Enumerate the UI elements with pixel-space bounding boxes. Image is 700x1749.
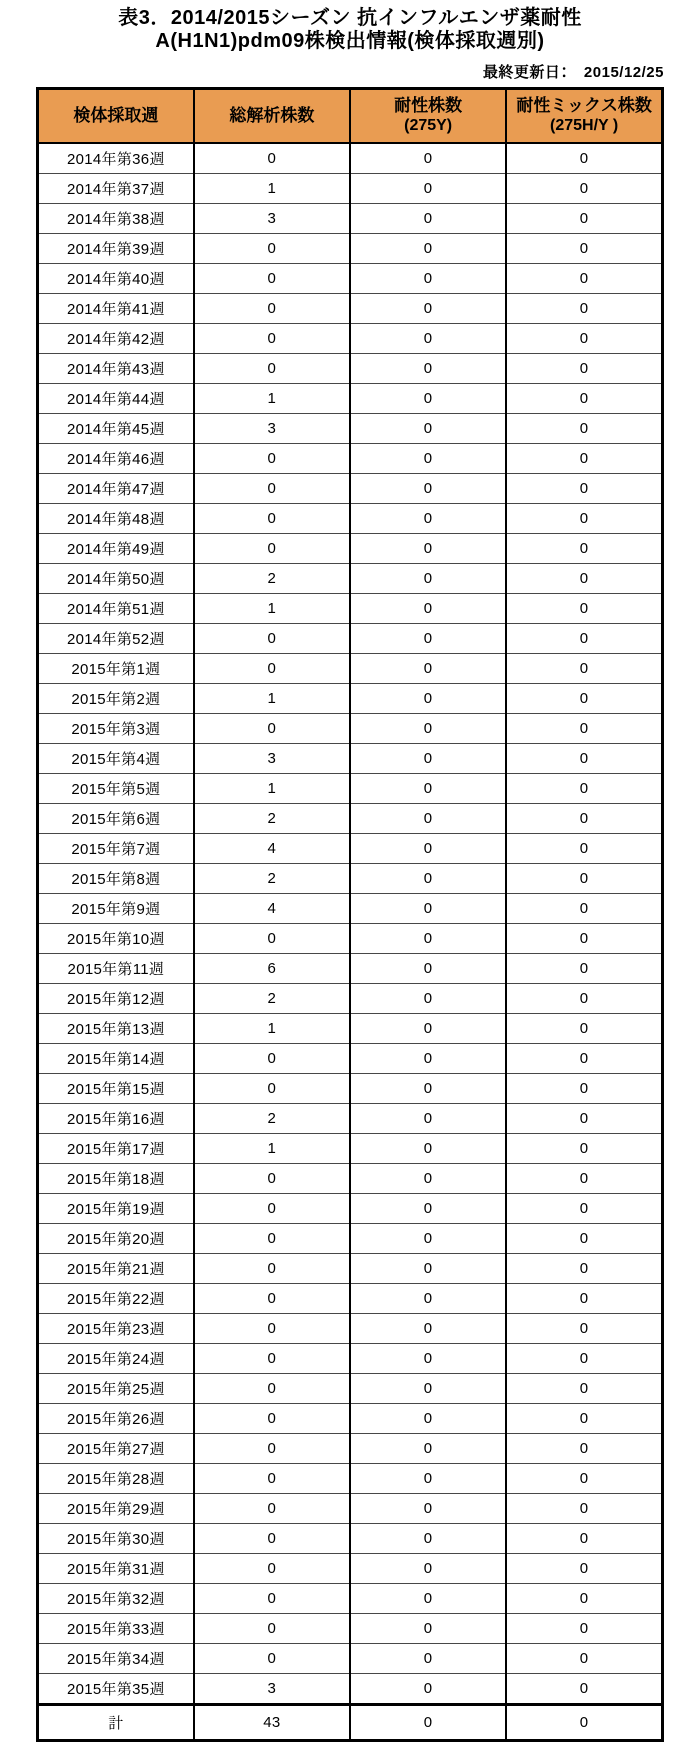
table-row [38,1464,663,1494]
resistant-mix-cell: 0 [506,354,662,384]
resistant-mix-cell: 0 [506,1554,662,1584]
week-cell: 2015年第15週 [38,1074,194,1104]
table-row [38,1224,663,1254]
resistant-mix-cell: 0 [506,234,662,264]
total-strains-cell: 0 [194,1164,350,1194]
resistant-mix-cell: 0 [506,444,662,474]
resistant-mix-cell: 0 [506,1644,662,1674]
resistant-mix-cell: 0 [506,1374,662,1404]
resistant-mix-cell: 0 [506,1224,662,1254]
total-strains-cell: 0 [194,1464,350,1494]
table-row [38,1104,663,1134]
table-row [38,1584,663,1614]
resistant-strains-cell: 0 [350,1374,506,1404]
total-strains-cell: 1 [194,774,350,804]
resistant-strains-cell: 0 [350,1494,506,1524]
resistant-strains-cell: 0 [350,1074,506,1104]
week-cell: 2015年第20週 [38,1224,194,1254]
table-row [38,1494,663,1524]
table-row [38,1314,663,1344]
table-row [38,774,663,804]
table-row [38,384,663,414]
total-strains-cell: 0 [194,143,350,174]
column-header-sub: (275H/Y ) [550,117,619,134]
table-row [38,744,663,774]
week-cell: 2015年第13週 [38,1014,194,1044]
resistant-mix-cell: 0 [506,534,662,564]
week-cell: 2015年第32週 [38,1584,194,1614]
table-row [38,894,663,924]
table-row [38,1344,663,1374]
total-strains-cell: 2 [194,564,350,594]
table-row [38,264,663,294]
column-header-resistant-mix [506,89,662,144]
resistant-mix-cell: 0 [506,1254,662,1284]
resistant-strains-cell: 0 [350,1674,506,1705]
total-strains-cell: 0 [194,1344,350,1374]
total-strains-cell: 0 [194,1044,350,1074]
resistant-strains-cell: 0 [350,774,506,804]
resistant-mix-cell: 0 [506,504,662,534]
resistant-strains-cell: 0 [350,1194,506,1224]
table-row [38,1074,663,1104]
total-strains-cell: 2 [194,864,350,894]
resistant-mix-cell: 0 [506,984,662,1014]
week-cell: 2014年第45週 [38,414,194,444]
table-row [38,564,663,594]
resistant-mix-cell: 0 [506,1044,662,1074]
total-strains-cell: 0 [194,1224,350,1254]
resistant-mix-cell: 0 [506,1524,662,1554]
title-line-1: 表3．2014/2015シーズン 抗インフルエンザ薬耐性 [118,7,582,29]
week-cell: 2015年第16週 [38,1104,194,1134]
total-strains-cell: 43 [194,1705,350,1741]
week-cell: 2015年第28週 [38,1464,194,1494]
total-strains-cell: 0 [194,1584,350,1614]
resistant-strains-cell: 0 [350,714,506,744]
resistant-mix-cell: 0 [506,264,662,294]
resistant-mix-cell: 0 [506,594,662,624]
table-row [38,954,663,984]
resistant-strains-cell: 0 [350,234,506,264]
table-row [38,504,663,534]
week-cell: 2014年第46週 [38,444,194,474]
resistant-mix-cell: 0 [506,834,662,864]
resistant-mix-cell: 0 [506,1134,662,1164]
table-body [38,143,663,1741]
table-row [38,1614,663,1644]
week-cell: 2015年第22週 [38,1284,194,1314]
resistant-mix-cell: 0 [506,684,662,714]
total-strains-cell: 0 [194,294,350,324]
resistant-strains-cell: 0 [350,624,506,654]
total-strains-cell: 0 [194,1404,350,1434]
table-row [38,1644,663,1674]
resistant-strains-cell: 0 [350,143,506,174]
resistant-strains-cell: 0 [350,834,506,864]
resistant-strains-cell: 0 [350,444,506,474]
total-strains-cell: 2 [194,1104,350,1134]
week-cell: 2014年第38週 [38,204,194,234]
column-header-resistant-strains [350,89,506,144]
week-cell: 2014年第49週 [38,534,194,564]
week-cell: 2015年第35週 [38,1674,194,1705]
table-row [38,1254,663,1284]
resistant-mix-cell: 0 [506,474,662,504]
total-strains-cell: 0 [194,264,350,294]
total-strains-cell: 0 [194,444,350,474]
total-strains-cell: 3 [194,414,350,444]
table-row [38,143,663,174]
resistant-strains-cell: 0 [350,594,506,624]
week-cell: 2015年第9週 [38,894,194,924]
title-line-2: A(H1N1)pdm09株検出情報(検体採取週別) [155,30,545,52]
week-cell: 2015年第3週 [38,714,194,744]
total-strains-cell: 0 [194,654,350,684]
week-cell: 2015年第34週 [38,1644,194,1674]
resistant-strains-cell: 0 [350,1314,506,1344]
last-updated-label: 最終更新日： 2015/12/25 [482,64,664,81]
resistant-mix-cell: 0 [506,894,662,924]
week-cell: 2015年第19週 [38,1194,194,1224]
resistant-mix-cell: 0 [506,1314,662,1344]
week-cell: 2015年第18週 [38,1164,194,1194]
table-row [38,1554,663,1584]
resistant-strains-cell: 0 [350,534,506,564]
resistant-strains-cell: 0 [350,474,506,504]
week-cell: 2015年第12週 [38,984,194,1014]
resistance-table [36,87,664,1742]
resistant-strains-cell: 0 [350,684,506,714]
total-strains-cell: 4 [194,834,350,864]
resistant-strains-cell: 0 [350,864,506,894]
resistant-mix-cell: 0 [506,1705,662,1741]
total-strains-cell: 3 [194,744,350,774]
week-cell: 2015年第4週 [38,744,194,774]
total-strains-cell: 0 [194,354,350,384]
table-row [38,414,663,444]
resistant-mix-cell: 0 [506,294,662,324]
resistant-strains-cell: 0 [350,504,506,534]
total-strains-cell: 0 [194,624,350,654]
total-strains-cell: 1 [194,684,350,714]
total-strains-cell: 0 [194,1254,350,1284]
total-strains-cell: 6 [194,954,350,984]
resistant-mix-cell: 0 [506,714,662,744]
resistant-strains-cell: 0 [350,414,506,444]
week-cell: 2015年第17週 [38,1134,194,1164]
total-strains-cell: 0 [194,234,350,264]
resistant-strains-cell: 0 [350,354,506,384]
resistant-mix-cell: 0 [506,384,662,414]
total-strains-cell: 0 [194,1074,350,1104]
total-strains-cell: 2 [194,804,350,834]
table-row [38,444,663,474]
week-cell: 2014年第47週 [38,474,194,504]
resistant-mix-cell: 0 [506,1104,662,1134]
table-row [38,834,663,864]
column-header-label: 耐性株数 [394,96,463,115]
table-row [38,354,663,384]
table-row [38,1284,663,1314]
week-cell: 2015年第5週 [38,774,194,804]
resistant-mix-cell: 0 [506,143,662,174]
resistant-mix-cell: 0 [506,624,662,654]
table-row [38,684,663,714]
resistant-strains-cell: 0 [350,174,506,204]
table-row [38,1194,663,1224]
table-row [38,324,663,354]
week-cell: 計 [38,1705,194,1741]
resistant-mix-cell: 0 [506,924,662,954]
total-strains-cell: 0 [194,1494,350,1524]
total-strains-cell: 0 [194,1554,350,1584]
table-row [38,1674,663,1705]
table-row [38,1164,663,1194]
resistant-mix-cell: 0 [506,174,662,204]
page-title [0,0,700,53]
total-strains-cell: 3 [194,204,350,234]
total-strains-cell: 0 [194,1284,350,1314]
week-cell: 2014年第42週 [38,324,194,354]
resistant-mix-cell: 0 [506,1014,662,1044]
resistant-strains-cell: 0 [350,1554,506,1584]
table-row [38,534,663,564]
week-cell: 2014年第36週 [38,143,194,174]
resistant-mix-cell: 0 [506,774,662,804]
total-strains-cell: 0 [194,714,350,744]
table-row [38,864,663,894]
resistant-mix-cell: 0 [506,1494,662,1524]
week-cell: 2015年第30週 [38,1524,194,1554]
resistant-mix-cell: 0 [506,1434,662,1464]
resistant-mix-cell: 0 [506,564,662,594]
column-header-label: 総解析株数 [229,106,315,125]
resistant-strains-cell: 0 [350,324,506,354]
table-row [38,1134,663,1164]
table-row [38,654,663,684]
resistant-strains-cell: 0 [350,1644,506,1674]
resistant-strains-cell: 0 [350,1284,506,1314]
week-cell: 2015年第7週 [38,834,194,864]
table-row [38,804,663,834]
table-row [38,924,663,954]
resistant-mix-cell: 0 [506,864,662,894]
week-cell: 2015年第11週 [38,954,194,984]
total-strains-cell: 2 [194,984,350,1014]
resistant-strains-cell: 0 [350,1614,506,1644]
total-strains-cell: 0 [194,924,350,954]
week-cell: 2015年第25週 [38,1374,194,1404]
resistant-strains-cell: 0 [350,894,506,924]
total-strains-cell: 0 [194,1524,350,1554]
resistant-mix-cell: 0 [506,1074,662,1104]
resistant-mix-cell: 0 [506,954,662,984]
resistant-mix-cell: 0 [506,1164,662,1194]
total-strains-cell: 0 [194,534,350,564]
table-row [38,714,663,744]
week-cell: 2014年第39週 [38,234,194,264]
resistant-strains-cell: 0 [350,1254,506,1284]
total-strains-cell: 0 [194,1374,350,1404]
resistant-strains-cell: 0 [350,564,506,594]
total-row [38,1705,663,1741]
week-cell: 2015年第1週 [38,654,194,684]
total-strains-cell: 0 [194,1314,350,1344]
week-cell: 2015年第8週 [38,864,194,894]
table-row [38,1374,663,1404]
resistant-strains-cell: 0 [350,1164,506,1194]
week-cell: 2015年第10週 [38,924,194,954]
table-row [38,234,663,264]
week-cell: 2014年第40週 [38,264,194,294]
week-cell: 2014年第44週 [38,384,194,414]
total-strains-cell: 0 [194,324,350,354]
resistant-strains-cell: 0 [350,384,506,414]
week-cell: 2015年第24週 [38,1344,194,1374]
week-cell: 2014年第37週 [38,174,194,204]
week-cell: 2014年第41週 [38,294,194,324]
resistant-strains-cell: 0 [350,654,506,684]
resistant-strains-cell: 0 [350,204,506,234]
resistant-mix-cell: 0 [506,804,662,834]
table-row [38,624,663,654]
resistant-strains-cell: 0 [350,804,506,834]
week-cell: 2015年第27週 [38,1434,194,1464]
total-strains-cell: 1 [194,1134,350,1164]
table-row [38,204,663,234]
column-header-sub: (275Y) [404,117,453,134]
table-row [38,1044,663,1074]
column-header-week [38,89,194,144]
week-cell: 2015年第14週 [38,1044,194,1074]
week-cell: 2014年第48週 [38,504,194,534]
resistant-strains-cell: 0 [350,1044,506,1074]
resistant-strains-cell: 0 [350,1104,506,1134]
total-strains-cell: 1 [194,594,350,624]
week-cell: 2014年第51週 [38,594,194,624]
total-strains-cell: 1 [194,384,350,414]
resistant-strains-cell: 0 [350,984,506,1014]
resistant-mix-cell: 0 [506,744,662,774]
total-strains-cell: 3 [194,1674,350,1705]
resistant-strains-cell: 0 [350,1584,506,1614]
resistant-mix-cell: 0 [506,1284,662,1314]
resistant-strains-cell: 0 [350,1524,506,1554]
resistant-strains-cell: 0 [350,1404,506,1434]
total-strains-cell: 1 [194,174,350,204]
resistant-strains-cell: 0 [350,1705,506,1741]
week-cell: 2015年第2週 [38,684,194,714]
week-cell: 2015年第6週 [38,804,194,834]
week-cell: 2015年第33週 [38,1614,194,1644]
resistant-strains-cell: 0 [350,1134,506,1164]
table-row [38,474,663,504]
resistant-strains-cell: 0 [350,954,506,984]
resistant-mix-cell: 0 [506,1404,662,1434]
table-row [38,594,663,624]
column-header-label: 検体採取週 [73,106,159,125]
resistant-strains-cell: 0 [350,1224,506,1254]
total-strains-cell: 0 [194,1194,350,1224]
column-header-total-strains [194,89,350,144]
resistant-mix-cell: 0 [506,414,662,444]
table-row [38,294,663,324]
resistant-strains-cell: 0 [350,744,506,774]
resistant-mix-cell: 0 [506,1674,662,1705]
week-cell: 2015年第29週 [38,1494,194,1524]
total-strains-cell: 4 [194,894,350,924]
week-cell: 2015年第26週 [38,1404,194,1434]
total-strains-cell: 0 [194,504,350,534]
table-row [38,1404,663,1434]
table-row [38,1524,663,1554]
resistant-strains-cell: 0 [350,1434,506,1464]
table-header-row [38,89,663,144]
total-strains-cell: 1 [194,1014,350,1044]
resistant-mix-cell: 0 [506,1614,662,1644]
resistant-mix-cell: 0 [506,654,662,684]
table-row [38,174,663,204]
week-cell: 2014年第43週 [38,354,194,384]
table-row [38,1434,663,1464]
total-strains-cell: 0 [194,1434,350,1464]
resistant-strains-cell: 0 [350,924,506,954]
total-strains-cell: 0 [194,1644,350,1674]
week-cell: 2014年第52週 [38,624,194,654]
resistant-strains-cell: 0 [350,1464,506,1494]
resistant-mix-cell: 0 [506,324,662,354]
column-header-label: 耐性ミックス株数 [516,96,652,115]
week-cell: 2015年第23週 [38,1314,194,1344]
resistant-strains-cell: 0 [350,294,506,324]
resistant-mix-cell: 0 [506,1464,662,1494]
table-row [38,1014,663,1044]
total-strains-cell: 0 [194,474,350,504]
week-cell: 2015年第31週 [38,1554,194,1584]
resistant-strains-cell: 0 [350,1014,506,1044]
resistant-strains-cell: 0 [350,1344,506,1374]
resistant-mix-cell: 0 [506,204,662,234]
week-cell: 2015年第21週 [38,1254,194,1284]
table-row [38,984,663,1014]
resistant-mix-cell: 0 [506,1194,662,1224]
week-cell: 2014年第50週 [38,564,194,594]
total-strains-cell: 0 [194,1614,350,1644]
resistant-strains-cell: 0 [350,264,506,294]
resistant-mix-cell: 0 [506,1344,662,1374]
resistant-mix-cell: 0 [506,1584,662,1614]
